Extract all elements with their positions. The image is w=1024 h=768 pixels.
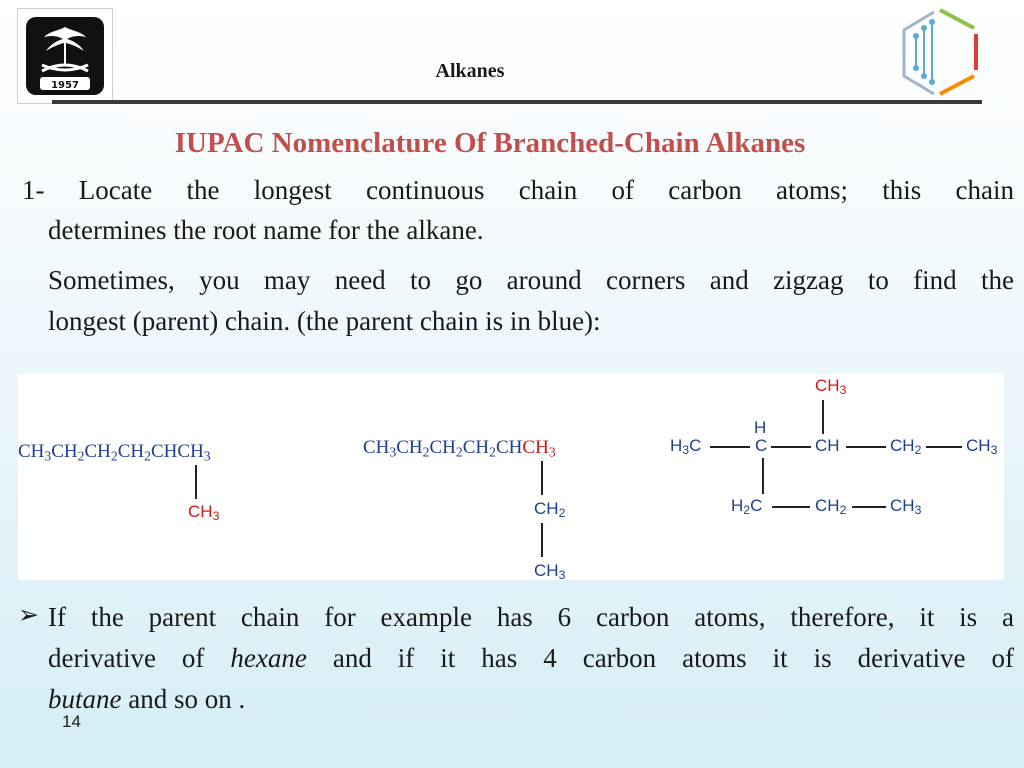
header-title: Alkanes [435,60,505,82]
structures-panel [18,374,1004,583]
structure-3-ch: CH [815,436,840,455]
structure-1-bond [195,465,197,499]
structure-3-bond-5 [772,506,810,508]
bullet-line3: butane and so on . [48,684,246,714]
rule1-line1: 1- Locate the longest continuous chain of carbon atoms; this chain [22,175,1014,205]
arrow-bullet-icon: ➢ [18,600,39,629]
structure-2-chain: $CH_3CH_2CH_2CH_2CHCH_3$ [363,437,556,460]
structure-3-bond-2 [771,446,811,448]
svg-text:1957: 1957 [51,80,79,91]
structure-3-h2c: $H_2C$ [731,496,763,518]
palm-swords-emblem-icon [18,9,112,103]
structure-3-bond-6 [852,506,886,508]
bullet-line2: derivative of hexane and if it has 4 carbon atoms it is derivative of [48,643,1015,673]
structure-3-bond-4 [926,446,962,448]
structure-3-h: H [754,418,767,437]
slide-title: IUPAC Nomenclature Of Branched-Chain Alkanes [174,127,806,159]
circuit-hexagon-logo-icon [894,4,986,100]
rule1-line2: determines the root name for the alkane. [48,215,484,245]
structure-3-bond-top [822,400,824,434]
bullet-line1: If the parent chain for example has 6 carbon atoms, therefore, it is a [48,602,1014,632]
note-line2: longest (parent) chain. (the parent chain is in blue): [48,306,601,336]
structure-3-h3c: $H_3C$ [670,436,702,458]
structure-2-bond-2 [541,523,543,557]
structure-3-ch3-a: $CH_3$ [966,436,998,458]
structure-3-bond-1 [710,446,750,448]
structure-1-branch: $CH_3$ [188,502,220,524]
structure-2-bond-1 [541,461,543,495]
structure-3-ch2-a: $CH_2$ [890,436,922,458]
structure-3-bond-3 [846,446,886,448]
university-logo [17,8,113,104]
structure-2-branch-ch2: $CH_2$ [534,499,566,521]
structure-3-top-ch3: $CH_3$ [815,376,847,398]
structure-3-c: C [755,436,768,455]
structure-3-ch2-b: $CH_2$ [815,496,847,518]
structure-1-chain: $CH_3CH_2CH_2CH_2CHCH_3$ [18,441,211,464]
structure-2-branch-ch3: $CH_3$ [534,561,566,583]
header-divider [52,100,982,104]
page-number: 14 [62,712,81,731]
structure-3-ch3-b: $CH_3$ [890,496,922,518]
note-line1: Sometimes, you may need to go around corners and zigzag to find the [48,265,1014,295]
structure-3-bond-down [762,458,764,494]
department-logo [894,4,986,100]
